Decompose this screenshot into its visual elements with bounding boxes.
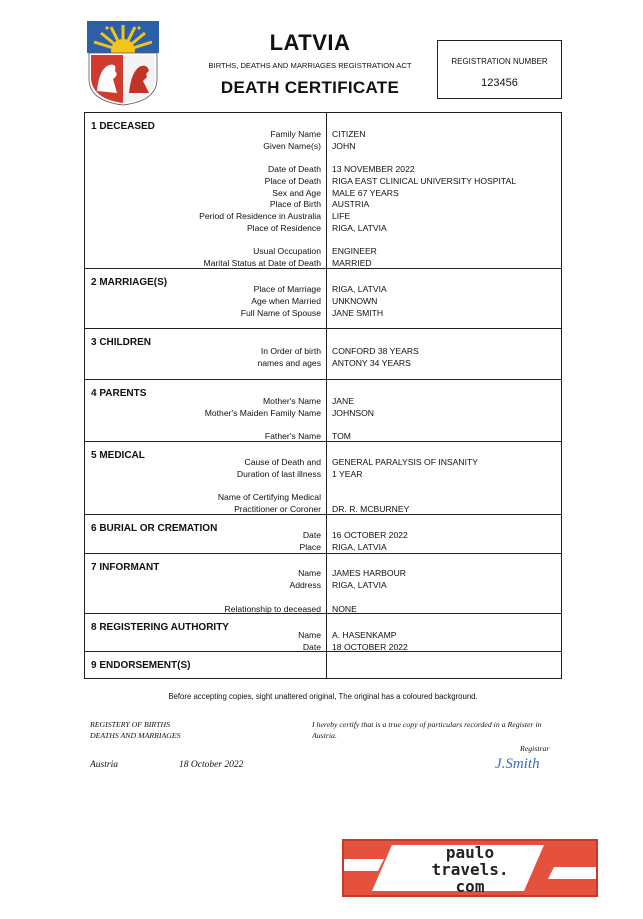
field-label: Age when Married <box>251 296 321 306</box>
field-row <box>85 295 561 307</box>
section-deceased <box>85 113 561 269</box>
field-label: Cause of Death and <box>244 457 321 467</box>
field-row <box>85 198 561 210</box>
registrar-signature: J.Smith <box>495 756 540 772</box>
registry-line: DEATHS AND MARRIAGES <box>90 731 181 740</box>
field-value: TOM <box>332 431 351 441</box>
field-label: Duration of last illness <box>236 469 321 479</box>
issue-place: Austria <box>90 760 118 770</box>
field-row <box>85 629 561 641</box>
section-title: 2 MARRIAGE(S) <box>91 277 168 288</box>
field-row <box>85 283 561 295</box>
section-medical <box>85 442 561 515</box>
field-label: Place of Birth <box>269 199 321 209</box>
field-value: ENGINEER <box>332 246 377 256</box>
logo-text <box>344 844 596 895</box>
field-value: ANTONY 34 YEARS <box>332 358 411 368</box>
field-value: GENERAL PARALYSIS OF INSANITY <box>332 457 478 467</box>
field-row <box>85 222 561 234</box>
field-value: A. HASENKAMP <box>332 630 397 640</box>
certificate-form <box>84 112 562 679</box>
field-row <box>85 541 561 553</box>
field-row <box>85 407 561 419</box>
field-value: MARRIED <box>332 258 372 268</box>
field-row <box>85 307 561 319</box>
field-row <box>85 345 561 357</box>
section-marriage <box>85 269 561 329</box>
field-label: Period of Residence in Australia <box>199 211 321 221</box>
certificate-title: DEATH CERTIFICATE <box>220 78 400 97</box>
field-label: Date <box>302 530 321 540</box>
field-value: RIGA, LATVIA <box>332 284 387 294</box>
section-title: 3 CHILDREN <box>91 337 152 348</box>
field-row <box>85 395 561 407</box>
field-row <box>85 163 561 175</box>
field-label: Date <box>302 642 321 652</box>
section-title: 5 MEDICAL <box>91 450 145 461</box>
field-label: Place of Death <box>264 176 321 186</box>
latvia-coat-of-arms-icon <box>85 19 161 107</box>
registration-number-label: REGISTRATION NUMBER <box>451 57 548 66</box>
logo-line: travels. <box>431 860 509 879</box>
registry-name <box>90 719 181 741</box>
field-label: Name <box>298 630 321 640</box>
field-row <box>85 503 561 515</box>
field-row <box>85 491 561 503</box>
copy-notice: Before accepting copies, sight unaltered original, The original has a coloured background. <box>168 692 478 701</box>
section-parents <box>85 380 561 442</box>
field-label: Relationship to deceased <box>224 604 321 614</box>
section-title: 1 DECEASED <box>91 121 155 132</box>
field-value: 16 OCTOBER 2022 <box>332 530 408 540</box>
logo-line: paulo <box>445 843 495 862</box>
logo-line: com <box>455 877 485 896</box>
field-value: DR. R. MCBURNEY <box>332 504 410 514</box>
section-title: 6 BURIAL OR CREMATION <box>91 523 218 534</box>
field-label: names and ages <box>257 358 321 368</box>
field-value: CONFORD 38 YEARS <box>332 346 419 356</box>
field-label: Family Name <box>270 129 321 139</box>
section-endorsement <box>85 652 561 678</box>
field-value: RIGA, LATVIA <box>332 542 387 552</box>
field-row <box>85 579 561 591</box>
field-value: JANE SMITH <box>332 308 384 318</box>
field-label: Practitioner or Coroner <box>234 504 321 514</box>
registration-number-box <box>437 40 562 99</box>
field-row <box>85 468 561 480</box>
section-title: 4 PARENTS <box>91 388 147 399</box>
act-subtitle: BIRTHS, DEATHS AND MARRIAGES REGISTRATION ACT <box>208 61 412 70</box>
field-value: JAMES HARBOUR <box>332 568 407 578</box>
field-row <box>85 175 561 187</box>
field-label: In Order of birth <box>260 346 321 356</box>
field-value: AUSTRIA <box>332 199 370 209</box>
registration-number-value: 123456 <box>481 77 518 89</box>
field-value: CITIZEN <box>332 129 366 139</box>
paulo-travels-logo <box>342 839 598 897</box>
field-label: Place <box>299 542 321 552</box>
field-label: Given Name(s) <box>263 141 321 151</box>
field-row <box>85 456 561 468</box>
country-title: LATVIA <box>269 30 351 55</box>
field-label: Usual Occupation <box>253 246 321 256</box>
field-label: Father's Name <box>264 431 321 441</box>
field-label: Place of Marriage <box>253 284 321 294</box>
field-value: NONE <box>332 604 357 614</box>
issue-date: 18 October 2022 <box>179 760 244 770</box>
field-row <box>85 245 561 257</box>
field-label: Sex and Age <box>272 188 321 198</box>
field-value: JOHN <box>332 141 356 151</box>
field-label: Mother's Maiden Family Name <box>204 408 321 418</box>
field-value: LIFE <box>332 211 351 221</box>
section-burial <box>85 515 561 554</box>
field-label: Place of Residence <box>246 223 321 233</box>
field-label: Date of Death <box>267 164 321 174</box>
field-value: JOHNSON <box>332 408 375 418</box>
field-value: 13 NOVEMBER 2022 <box>332 164 415 174</box>
document-title-block <box>190 30 430 98</box>
field-row <box>85 210 561 222</box>
section-title: 7 INFORMANT <box>91 562 160 573</box>
field-row <box>85 567 561 579</box>
section-title: 8 REGISTERING AUTHORITY <box>91 622 229 633</box>
field-value: UNKNOWN <box>332 296 378 306</box>
field-label: Name of Certifying Medical <box>217 492 321 502</box>
field-row <box>85 128 561 140</box>
registry-line: REGISTERY OF BIRTHS <box>90 720 170 729</box>
field-row <box>85 257 561 269</box>
registrar-label: Registrar <box>520 744 550 753</box>
field-label: Mother's Name <box>263 396 321 406</box>
section-registering-authority <box>85 614 561 652</box>
field-value: RIGA EAST CLINICAL UNIVERSITY HOSPITAL <box>332 176 517 186</box>
section-informant <box>85 554 561 614</box>
field-row <box>85 357 561 369</box>
field-value: RIGA, LATVIA <box>332 223 387 233</box>
field-value: RIGA, LATVIA <box>332 580 387 590</box>
field-value: MALE 67 YEARS <box>332 188 399 198</box>
field-value: 1 YEAR <box>332 469 363 479</box>
section-title: 9 ENDORSEMENT(S) <box>91 660 191 671</box>
field-label: Full Name of Spouse <box>240 308 321 318</box>
field-row <box>85 430 561 442</box>
field-value: JANE <box>332 396 354 406</box>
field-row <box>85 529 561 541</box>
section-children <box>85 329 561 380</box>
field-label: Name <box>298 568 321 578</box>
certification-text: I hereby certify that is a true copy of particulars recorded in a Register in Austria. <box>312 720 542 740</box>
field-value: 18 OCTOBER 2022 <box>332 642 408 652</box>
field-label: Marital Status at Date of Death <box>203 258 321 268</box>
field-label: Address <box>289 580 321 590</box>
field-row <box>85 140 561 152</box>
